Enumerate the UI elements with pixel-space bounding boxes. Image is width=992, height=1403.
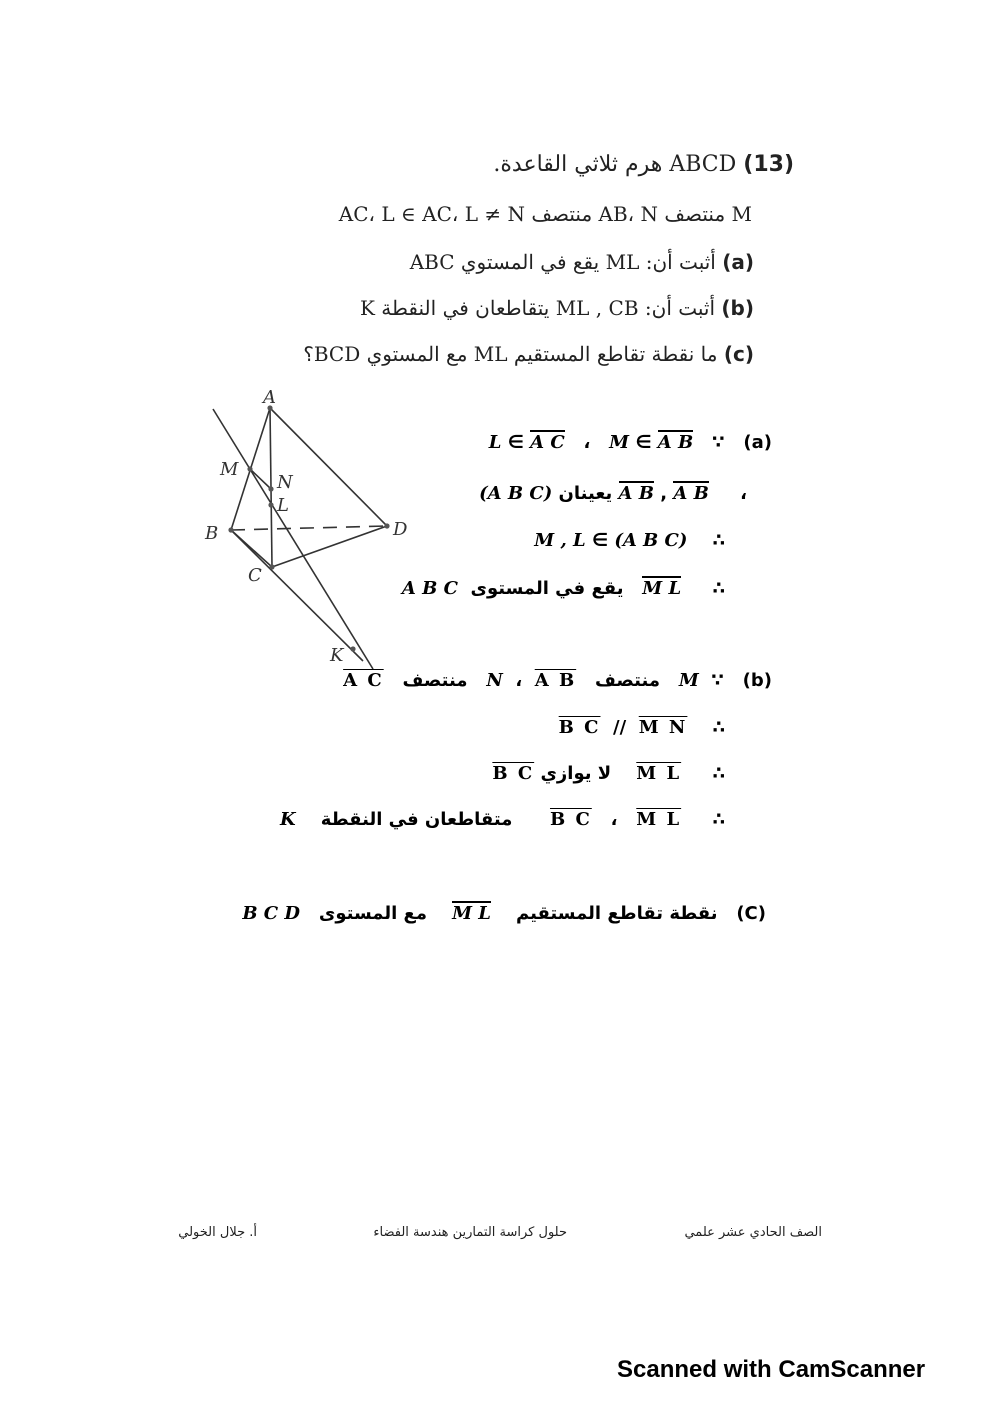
solution-a-line-2: ، A B , A B يعينان (A B C) [479, 483, 747, 504]
problem-number: (13) [743, 152, 794, 177]
point-B [228, 527, 233, 532]
segment-ML-b: M L [636, 763, 682, 784]
point-N-b: N [486, 670, 503, 691]
footer-grade: الصف الحادي عشر علمي [684, 1225, 822, 1240]
part-a-label: (a) [722, 250, 754, 274]
line-AB-text-2: A B [618, 483, 654, 504]
segment-BC-b2: B C [492, 763, 535, 784]
solution-b-label: (b) [742, 670, 772, 691]
line-AC-text: A C [530, 432, 565, 453]
since-symbol: ∵ [712, 432, 725, 453]
determine-text: يعينان [558, 483, 613, 504]
element-of-symbol-2: ∈ [507, 432, 524, 453]
therefore-symbol-2: ∴ [712, 578, 725, 599]
line-ML-text: M L [642, 578, 682, 599]
part-c-label: (c) [723, 342, 754, 366]
parallel-symbol: // [613, 717, 627, 738]
pyramid-figure [195, 385, 408, 675]
segment-AC-b: A C [343, 670, 384, 691]
label-A: A [263, 387, 276, 408]
solution-b-line-4 [280, 809, 725, 830]
camscanner-watermark: Scanned with CamScanner [617, 1356, 926, 1383]
segment-BC-b: B C [558, 717, 601, 738]
segment-BC-b3: B C [549, 809, 592, 830]
problem-line-1-text: ABCD هرم ثلاثي القاعدة. [493, 152, 737, 177]
point-D [384, 523, 389, 528]
point-K-b: K [279, 809, 296, 830]
points-ML-text: M , L [534, 530, 586, 551]
solution-a-line-4 [402, 578, 725, 599]
problem-part-a [410, 250, 754, 274]
label-L: L [277, 495, 289, 516]
point-M [247, 466, 252, 471]
problem-part-c [303, 342, 754, 366]
point-L-text: L [488, 432, 502, 453]
element-of-symbol: ∈ [635, 432, 652, 453]
part-b-text: أثبت أن: ML , CB يتقاطعان في النقطة K [359, 296, 716, 320]
line-AB-text: A B [657, 432, 694, 453]
point-C [269, 564, 274, 569]
footer-book: حلول كراسة التمارين هندسة الفضاء [373, 1225, 567, 1240]
intersect-text: متقاطعان في النقطة [320, 809, 513, 830]
not-parallel-text: لا يوازي [540, 763, 612, 784]
solution-b-line-3 [492, 763, 725, 784]
segment-ML-b2: M L [636, 809, 682, 830]
footer-author: أ. جلال الخولي [178, 1225, 257, 1240]
comma-b2: ، [610, 809, 618, 830]
point-K [350, 646, 355, 651]
segment-MN-b: M N [638, 717, 688, 738]
therefore-symbol-b2: ∴ [712, 763, 725, 784]
part-a-text: أثبت أن: ML يقع في المستوي ABC [409, 250, 716, 274]
part-b-label: (b) [721, 296, 754, 320]
point-L [268, 502, 273, 507]
comma: ، [583, 432, 591, 453]
midpoint-text-2: منتصف [402, 670, 468, 691]
point-N [268, 486, 273, 491]
solution-a-label: (a) [743, 432, 772, 453]
therefore-symbol-b3: ∴ [712, 809, 725, 830]
problem-line-1 [493, 152, 794, 177]
since-symbol-b: ∵ [711, 670, 724, 691]
solution-b-line-1 [343, 670, 772, 691]
line-AB-text-3: A B [673, 483, 709, 504]
label-N: N [277, 472, 293, 493]
problem-part-b [360, 296, 754, 320]
solution-c-label: (C) [736, 903, 766, 924]
label-C: C [248, 565, 262, 586]
label-B: B [205, 523, 219, 544]
problem-line-2: M منتصف AB، N منتصف AC، L ∈ AC، L ≠ N [338, 202, 752, 226]
label-M: M [220, 459, 239, 480]
edge-BD-hidden [231, 526, 387, 530]
label-D: D [393, 519, 408, 540]
with-plane-text: مع المستوى [318, 903, 427, 924]
comma-2: ، [740, 483, 747, 504]
intersection-line-text: نقطة تقاطع المستقيم [516, 903, 718, 924]
plane-ABC-text-2: (A B C) [614, 530, 688, 551]
therefore-symbol-b: ∴ [712, 717, 725, 738]
solution-a-line-3: ∴ M , L ∈ (A B C) [534, 530, 725, 551]
point-M-b: M [678, 670, 699, 691]
line-ML-c: M L [452, 903, 491, 924]
plane-BCD-text: B C D [242, 903, 301, 924]
solution-c-line-1 [242, 903, 766, 924]
line-BC-extended [231, 530, 363, 661]
solution-a-line-1 [489, 432, 772, 453]
lies-in-plane-text: يقع في المستوى [470, 578, 624, 599]
point-M-text: M [609, 432, 630, 453]
label-K: K [330, 645, 344, 666]
solution-b-line-2 [559, 717, 725, 738]
plane-ABC-text: (A B C) [479, 483, 553, 504]
segment-AB-b: A B [534, 670, 577, 691]
comma-b: ، [515, 670, 523, 691]
ABC-text: A B C [401, 578, 458, 599]
part-c-text: ما نقطة تقاطع المستقيم ML مع المستوي BCD؟ [303, 342, 718, 366]
midpoint-text: منتصف [594, 670, 660, 691]
therefore-symbol: ∴ [712, 530, 725, 551]
